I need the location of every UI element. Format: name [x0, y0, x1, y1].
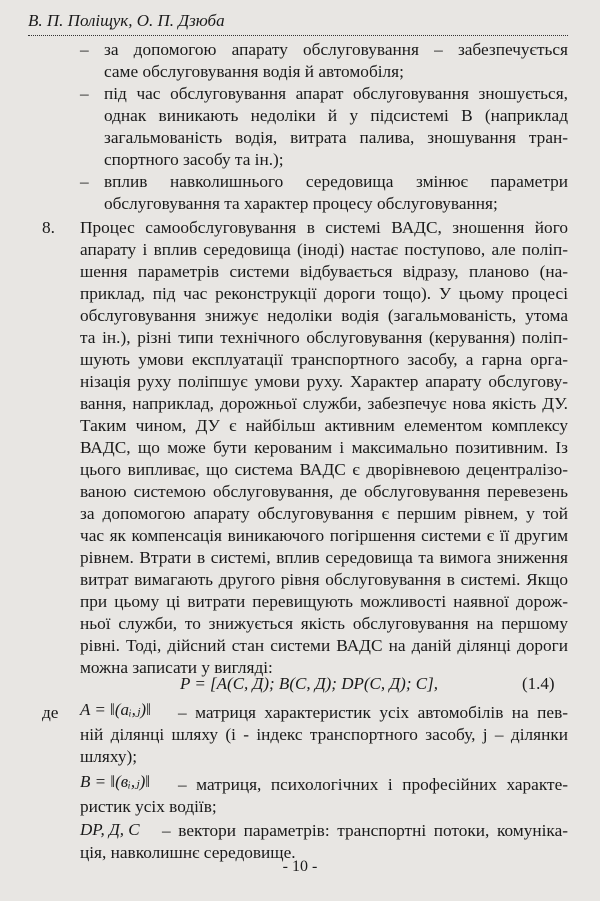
bullet-line: загальмованість водія, витрата палива, зношування тран- — [104, 128, 568, 147]
paragraph-line: приклад, під час реконструкції дороги тощо). У цьому процесі — [80, 284, 568, 303]
vectors-formula: DP, Д, C — [80, 820, 140, 839]
paragraph-line: час як компенсація виникаючого погіршення системи є її другим — [80, 526, 568, 545]
definition-line: – матриця, психологічних і професійних характе- — [178, 775, 568, 794]
paragraph-line: рівнем. Втрати в системі, вплив середовища та вимога зниження — [80, 548, 568, 567]
bullet-line: обслуговування та характер процесу обслуговування; — [104, 194, 498, 213]
running-header: В. П. Поліщук, О. П. Дзюба — [28, 10, 568, 36]
paragraph-line: ньої служби, то знижується якість обслуговування на першому — [80, 614, 568, 633]
paragraph-line: можна записати у вигляді: — [80, 658, 273, 677]
equation-1-4: P = [A(C, Д); B(C, Д); DP(C, Д); C], — [180, 674, 438, 693]
bullet-dash: – — [80, 40, 89, 59]
paragraph-line: шення параметрів системи відбувається відразу, планово (на- — [80, 262, 568, 281]
definition-line: – вектори параметрів: транспортні потоки, комуніка- — [162, 821, 568, 840]
equation-number: (1.4) — [522, 674, 555, 693]
paragraph-line: витрат вимагають другого рівня обслуговування в системі. Якщо — [80, 570, 568, 589]
matrix-b-formula: B = ‖(вᵢ,ⱼ)‖ — [80, 772, 151, 791]
definition-line: шляху); — [80, 747, 138, 766]
item-number: 8. — [42, 218, 55, 237]
matrix-a-formula: A = ‖(aᵢ,ⱼ)‖ — [80, 700, 151, 719]
definition-line: ній ділянці шляху (i - індекс транспортного засобу, j – ділянки — [80, 725, 568, 744]
paragraph-line: вання, наприклад, дорожньої служби, забезпечує нова якість ДУ. — [80, 394, 568, 413]
bullet-line: однак виникають недоліки й у підсистемі В (наприклад — [104, 106, 568, 125]
bullet-line: спортного засобу та ін.); — [104, 150, 284, 169]
paragraph-line: рівні. Тоді, дійсний стан системи ВАДС на даній ділянці дороги — [80, 636, 568, 655]
paragraph-line: ВАДС, що може бути керованим і максимально позитивним. Із — [80, 438, 568, 457]
bullet-dash: – — [80, 172, 89, 191]
paragraph-line: апарату і вплив середовища (іноді) настає поступово, але поліп- — [80, 240, 568, 259]
paragraph-line: нізація руху поліпшує умови руху. Характер апарату обслугову- — [80, 372, 568, 391]
bullet-line: саме обслуговування водія й автомобіля; — [104, 62, 404, 81]
de-word: де — [42, 703, 59, 722]
definition-line: ція, навколишнє середовище. — [80, 843, 296, 862]
paragraph-line: та ін.), різні типи технічного обслуговування (керування) поліп- — [80, 328, 568, 347]
paragraph-line: при цьому ці витрати перевищують можливості наявної дорож- — [80, 592, 568, 611]
definition-line: – матриця характеристик усіх автомобілів на пев- — [178, 703, 568, 722]
paragraph-line: за допомогою апарату обслуговування є першим рівнем, у той — [80, 504, 568, 523]
paragraph-line: Таким чином, ДУ є найбільш активним елементом комплексу — [80, 416, 568, 435]
bullet-dash: – — [80, 84, 89, 103]
page-number: - 10 - — [282, 858, 318, 875]
paragraph-line: цього випливає, що система ВАДС є дворівневою децентралізо- — [80, 460, 568, 479]
paragraph-line: шують умови експлуатації транспортного засобу, а гарна орга- — [80, 350, 568, 369]
bullet-line: вплив навколишнього середовища змінює параметри — [104, 172, 568, 191]
paragraph-line: ваною системою обслуговування, де обслуговування перевезень — [80, 482, 568, 501]
definition-line: ристик усіх водіїв; — [80, 797, 217, 816]
bullet-line: за допомогою апарату обслуговування – забезпечується — [104, 40, 568, 59]
paragraph-line: Процес самообслуговування в системі ВАДС, зношення його — [80, 218, 568, 237]
bullet-line: під час обслуговування апарат обслуговування зношується, — [104, 84, 568, 103]
paragraph-line: обслуговування знижує недоліки водія (загальмованість, утома — [80, 306, 568, 325]
